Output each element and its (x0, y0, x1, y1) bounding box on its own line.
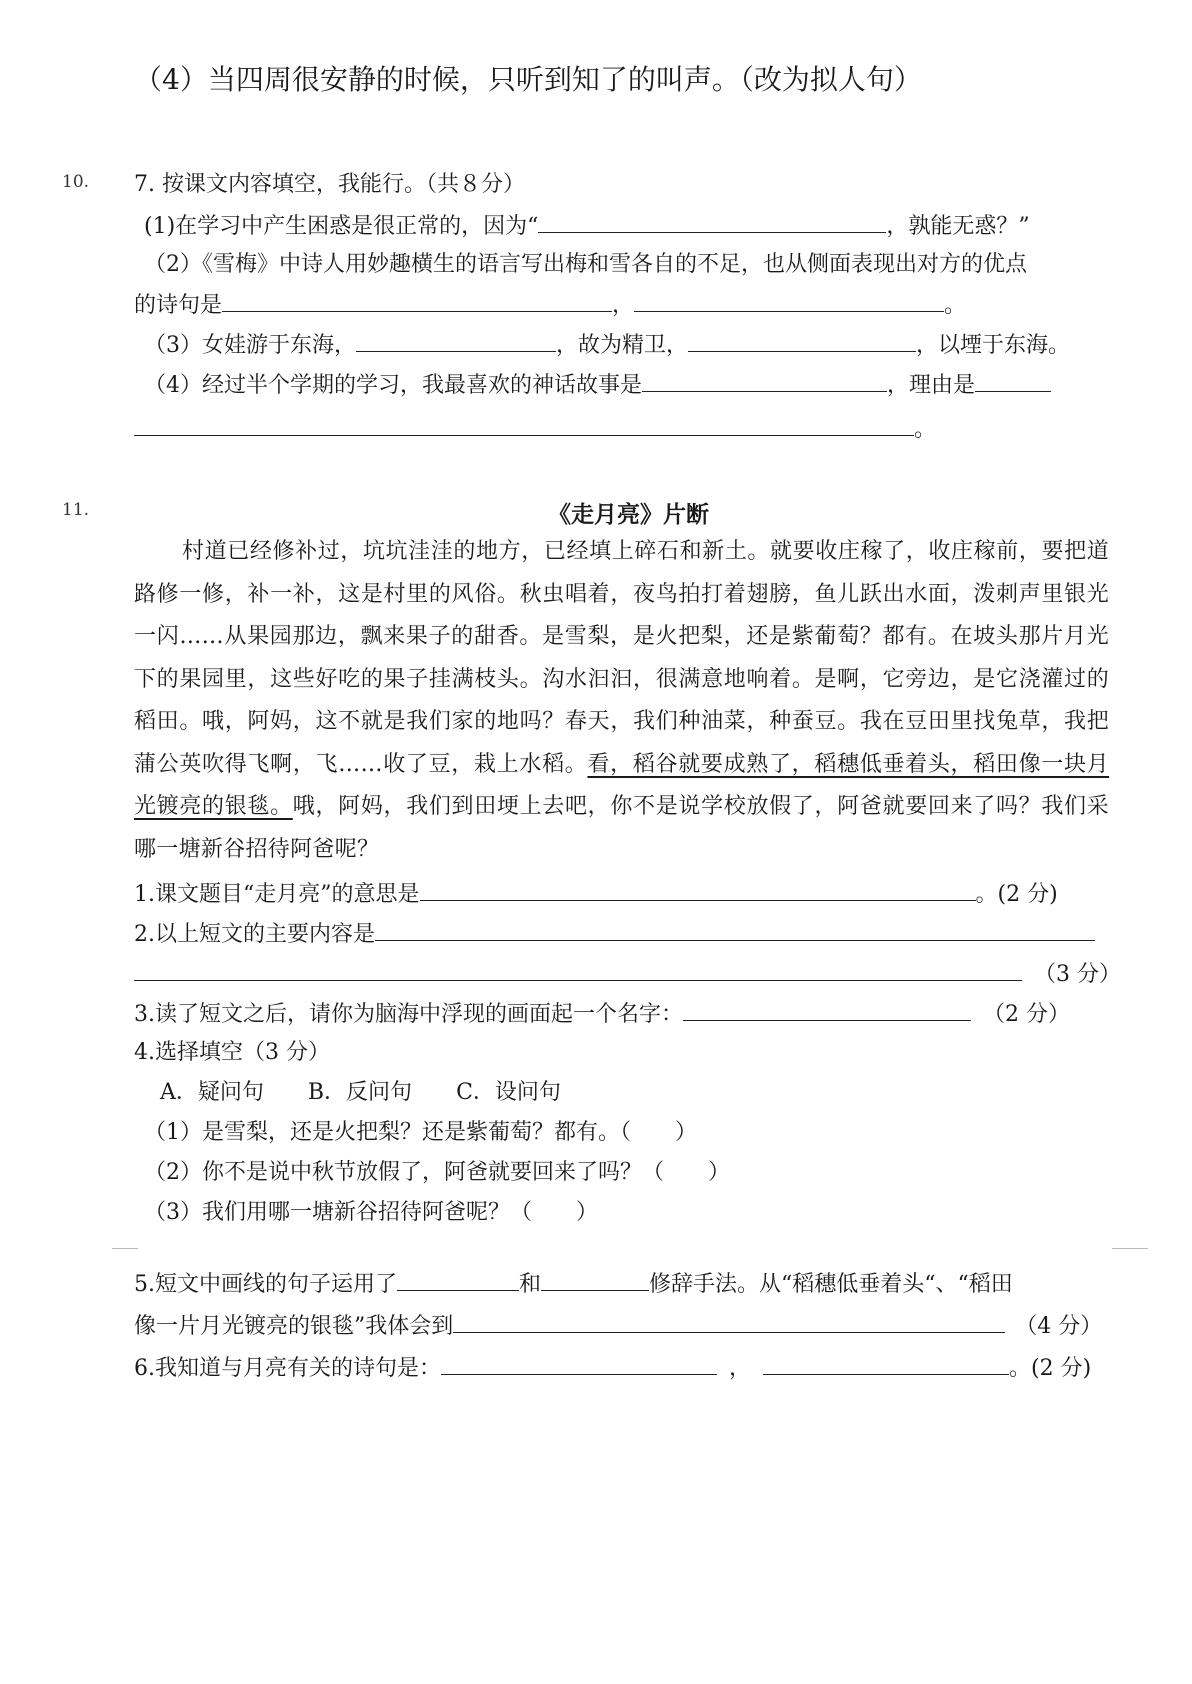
sub5-post: 修辞手法。从“稻穗低垂着头“、“稻田 (649, 1272, 1013, 1297)
answer-blank[interactable] (541, 1268, 649, 1291)
option-b: B．反问句 (307, 1080, 413, 1105)
sub5-mid: 和 (519, 1272, 542, 1297)
answer-blank[interactable] (134, 413, 914, 436)
answer-blank[interactable] (688, 329, 916, 352)
passage-title: 《走月亮》片断 (548, 501, 709, 528)
q10-line4-post: ，以堙于东海。 (916, 333, 1071, 358)
q10-line3-post: 。 (944, 293, 967, 318)
q10-line6 (134, 413, 936, 445)
sub3-score: （2 分） (983, 1002, 1070, 1027)
sub2-score: （3 分） (1034, 962, 1121, 987)
sub3-pre: 3.读了短文之后，请你为脑海中浮现的画面起一个名字： (134, 1002, 683, 1027)
q10-line1-pre: (1)在学习中产生困惑是很正常的，因为“ (144, 214, 539, 239)
sub2-pre: 2.以上短文的主要内容是 (134, 922, 375, 947)
q10-line5-pre: （4）经过半个学期的学习，我最喜欢的神话故事是 (144, 373, 642, 398)
answer-blank[interactable] (683, 998, 971, 1021)
sub6-pre: 6.我知道与月亮有关的诗句是： (134, 1356, 441, 1381)
sub6-post: 。(2 分) (1009, 1356, 1092, 1381)
option-c: C．设问句 (456, 1080, 561, 1105)
sub5-pre: 5.短文中画线的句子运用了 (134, 1272, 397, 1297)
sub2-line2 (134, 958, 1121, 990)
q10-line4-pre: （3）女娃游于东海， (144, 333, 356, 358)
question-number-10: 10. (62, 172, 90, 192)
answer-blank[interactable] (441, 1352, 717, 1375)
answer-blank[interactable] (634, 289, 944, 312)
sub4-item2: （2）你不是说中秋节放假了，阿爸就要回来了吗？（ ） (144, 1160, 730, 1185)
sub1 (134, 878, 1058, 910)
page-break-mark-right (1112, 1248, 1148, 1249)
sub5-line2 (134, 1310, 1102, 1342)
q10-line1-post: ，孰能无惑？” (886, 214, 1030, 239)
q10-line2: （2）《雪梅》中诗人用妙趣横生的语言写出梅和雪各自的不足，也从侧面表现出对方的优点 (144, 252, 1028, 277)
answer-blank[interactable] (453, 1310, 1005, 1333)
answer-blank[interactable] (763, 1352, 1009, 1375)
sub5-line2-pre: 像一片月光镀亮的银毯”我体会到 (134, 1314, 454, 1339)
sub5-score: （4 分） (1015, 1314, 1103, 1339)
answer-blank[interactable] (397, 1268, 519, 1291)
answer-blank[interactable] (375, 918, 1095, 941)
q10-line6-post: 。 (914, 417, 937, 442)
passage-underlined-sentence: 看，稻谷就要成熟了，稻穗低垂着头，稻田像一块月光镀亮的银毯。 (134, 751, 1109, 819)
q10-line4-mid: ，故为精卫， (556, 333, 689, 358)
answer-blank[interactable] (222, 289, 612, 312)
passage-part1: 村道已经修补过，坑坑洼洼的地方，已经填上碎石和新土。就要收庄稼了，收庄稼前，要把道路修一修，补一补，这是村里的风俗。秋虫唱着，夜鸟拍打着翅膀，鱼儿跃出水面，泼刺声里银光一闪……从果园那边，飘来果子的甜香。是雪梨，是火把梨，还是紫葡萄？都有。在坡头那片月光下的果园里，这些好吃的果子挂满枝头。沟水汩汩，很满意地响着。是啊，它旁边，是它浇灌过的稻田。哦，阿妈，这不就是我们家的地吗？春天，我们种油菜，种蚕豆。我在豆田里找兔草，我把蒲公英吹得飞啊，飞……收了豆，栽上水稻。 (134, 539, 1109, 777)
q10-heading: 7. 按课文内容填空，我能行。（共８分） (134, 172, 525, 197)
answer-blank[interactable] (975, 369, 1051, 392)
sub6 (134, 1352, 1091, 1384)
q10-line1 (144, 210, 1030, 242)
q10-line4 (144, 329, 1070, 361)
option-a: A．疑问句 (160, 1080, 264, 1105)
answer-blank[interactable] (356, 329, 556, 352)
question-number-11: 11. (62, 500, 90, 520)
q10-line3-mid: ， (612, 293, 635, 318)
sub4-item1: （1）是雪梨，还是火把梨？还是紫葡萄？都有。（ ） (144, 1120, 697, 1145)
passage-text (134, 531, 1109, 871)
answer-blank[interactable] (642, 369, 887, 392)
sub4-item3: （3）我们用哪一塘新谷招待阿爸呢？（ ） (144, 1200, 598, 1225)
q10-line5 (144, 369, 1051, 401)
sub6-mid: ， (729, 1356, 752, 1381)
q10-line5-mid: ，理由是 (887, 373, 976, 398)
passage-part2: 哦，阿妈，我们到田埂上去吧，你不是说学校放假了，阿爸就要回来了吗？我们采哪一塘新谷招待阿爸呢？ (134, 794, 1109, 862)
answer-blank[interactable] (538, 210, 886, 233)
sub4-options (160, 1078, 561, 1108)
q10-line3 (134, 289, 966, 321)
answer-blank[interactable] (134, 958, 1022, 981)
sub3 (134, 998, 1070, 1030)
sub4-heading: 4.选择填空（3 分） (134, 1040, 330, 1065)
q10-line3-pre: 的诗句是 (134, 293, 223, 318)
sub5 (134, 1268, 1013, 1300)
sub1-pre: 1.课文题目“走月亮”的意思是 (134, 882, 420, 907)
page-break-mark-left (112, 1248, 138, 1249)
q9-item4-text: （4）当四周很安静的时候，只听到知了的叫声。（改为拟人句） (134, 63, 922, 96)
answer-blank[interactable] (420, 878, 976, 901)
sub2 (134, 918, 1095, 950)
sub1-post: 。(2 分) (975, 882, 1058, 907)
